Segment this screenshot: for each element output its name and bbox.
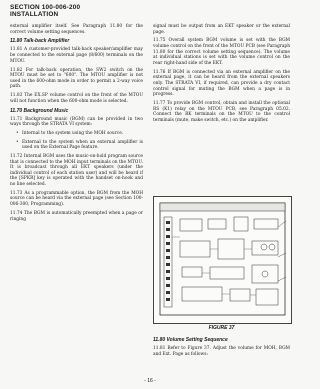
page-number: - 16 - — [144, 378, 156, 384]
paragraph-11-75: 11.75 Overall system BGM volume is set with the BGM volume control on the front of the MTOU PCB (see Paragraph 11.80 for the correct volume setting sequence). The volume at individual stations is set with the volume control on the rear right-hand side of the EKT. — [153, 38, 290, 66]
paragraph-11-73: 11.73 As a programmable option, the BGM from the MOH source can be heard via the external page (see Section 100-006-300, Programming). — [10, 190, 143, 208]
right-column — [153, 24, 290, 127]
volume-setting-section — [153, 336, 290, 360]
paragraph-11-77: 11.77 To provide BGM control, obtain and install the optional RS (K1) relay on the MTOU PCB, see Paragraph 05.02. Connect the BK terminals on the MTOU to the control terminals (mute, make switch, etc.) on the amplifier. — [153, 101, 290, 123]
bullet-text: Internal to the system using the MOH source. — [22, 131, 124, 137]
bullet-external — [16, 140, 143, 151]
paragraph-11-82: 11.82 For talk-back operation, the SW2 switch on the MTOU must be set to "600". The MTOU amplifier is not used in the 600-ohm mode in order to permit a 2-way voice path. — [10, 67, 143, 90]
figure-caption: FIGURE 37 — [208, 325, 235, 331]
paragraph-11-81: 11.81 A customer-provided talk-back speaker/amplifier may be connected to the external page (8/600) terminals on the MTOU. — [10, 47, 143, 64]
bullet-marker-icon: • — [16, 139, 19, 145]
figure-37-pcb-diagram — [153, 196, 292, 324]
heading-volume-setting: 11.80 Volume Setting Sequence — [153, 337, 228, 343]
bullet-marker-icon: • — [16, 131, 19, 137]
left-column — [10, 24, 143, 225]
section-header — [10, 4, 80, 18]
bullet-internal — [16, 131, 143, 137]
heading-background-music: 11.70 Background Music — [10, 107, 69, 114]
bullet-text: External to the system when an external amplifier is used on the External Page feature. — [22, 139, 143, 151]
paragraph-11-81b: 11.81 Refer to Figure 37. Adjust the volume for MOH, BGM and Ext. Page as follows: — [153, 346, 290, 357]
section-number: SECTION 100-006-200 — [10, 4, 81, 11]
paragraph-11-72: 11.72 Internal BGM uses the music-on-hold program source that is connected to the MOH input terminals on the MTOU. It is broadcast through all EKT speakers (under the individual control of each station user) and will be heard if the [SPKR] key is operated with the handset on-hook and no line selected. — [10, 153, 143, 187]
paragraph-11-83: 11.83 The EX.SP volume control on the front of the MTOU will not function when the 600-ohm mode is selected. — [10, 93, 143, 104]
paragraph-11-74: 11.74 The BGM is automatically preempted when a page or ringing — [10, 210, 143, 222]
paragraph-continued: signal must be output from an EKT speaker or the external page. — [153, 24, 290, 35]
pcb-illustration — [154, 197, 291, 323]
heading-talkback-amplifier: 11.80 Talk-back Amplifier — [10, 38, 70, 45]
paragraph-intro: external amplifier itself. See Paragraph 11.80 for the correct volume setting sequences. — [10, 24, 143, 35]
paragraph-11-76: 11.76 If BGM is connected via an external amplifier on the external page, it can be heard from the external speakers only. The STRATA VI, if required, can provide a dry contact control signal for muting the BGM when a page is in progress. — [153, 69, 290, 98]
section-title: INSTALLATION — [10, 11, 59, 18]
paragraph-11-71: 11.71 Background music (BGM) can be provided in two ways through the STRATA VI system: — [10, 116, 143, 128]
